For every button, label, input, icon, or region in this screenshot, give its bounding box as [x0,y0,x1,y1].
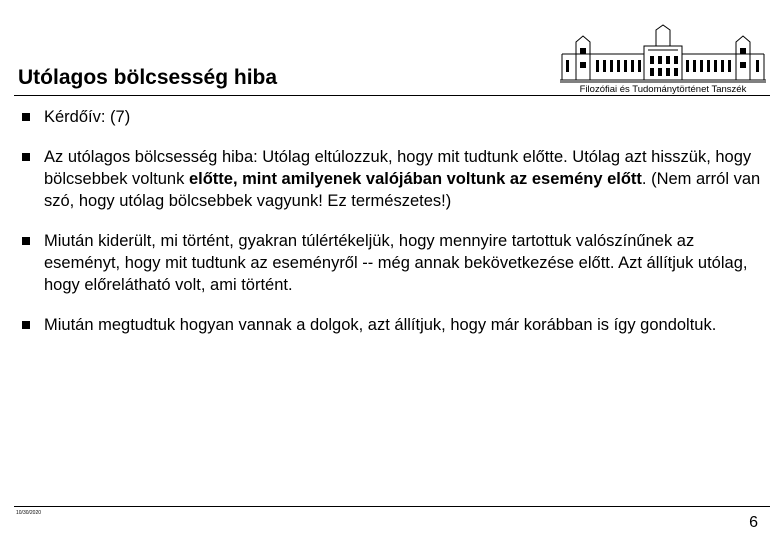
bullet-item [22,230,767,296]
bullet-item [22,314,767,336]
square-bullet-icon [22,153,30,161]
bullet-item [22,146,767,212]
bullet-text: Miután kiderült, mi történt, gyakran túlértékeljük, hogy mennyire tartottuk valószínűnek az eseményt, hogy mit tudtunk az eseményről -- még annak bekövetkezése előtt. Azt állítjuk utólag, hogy előrelátható volt, ami történt. [44,232,748,294]
bullet-text-bold: előtte, mint amilyenek valójában voltunk az esemény előtt [188,170,642,188]
square-bullet-icon [22,237,30,245]
square-bullet-icon [22,321,30,329]
slide-title: Utólagos bölcsesség hiba [18,66,278,89]
logo-caption: Filozófiai és Tudománytörténet Tanszék [579,84,747,95]
bullet-text: Miután megtudtuk hogyan vannak a dolgok, azt állítjuk, hogy már korábban is így gondoltuk. [44,316,717,334]
bullet-text: Kérdőív: (7) [44,108,131,126]
university-building-icon [556,24,770,84]
bullet-text: Az utólagos bölcsesség hiba: Utólag eltúlozzuk, hogy mit tudtunk előtte. Utólag azt hisszük, hogy bölcsebbek voltunk [44,148,752,188]
bullet-text: . (Nem arról van szó, hogy utólag bölcsebbek vagyunk! Ez természetes!) [44,170,761,210]
bullet-list [22,106,767,354]
footer-divider [14,506,770,507]
footer-date: 10/30/2020 [16,510,42,516]
bullet-item [22,106,767,128]
page-number: 6 [749,514,758,531]
square-bullet-icon [22,113,30,121]
department-logo [556,24,770,96]
